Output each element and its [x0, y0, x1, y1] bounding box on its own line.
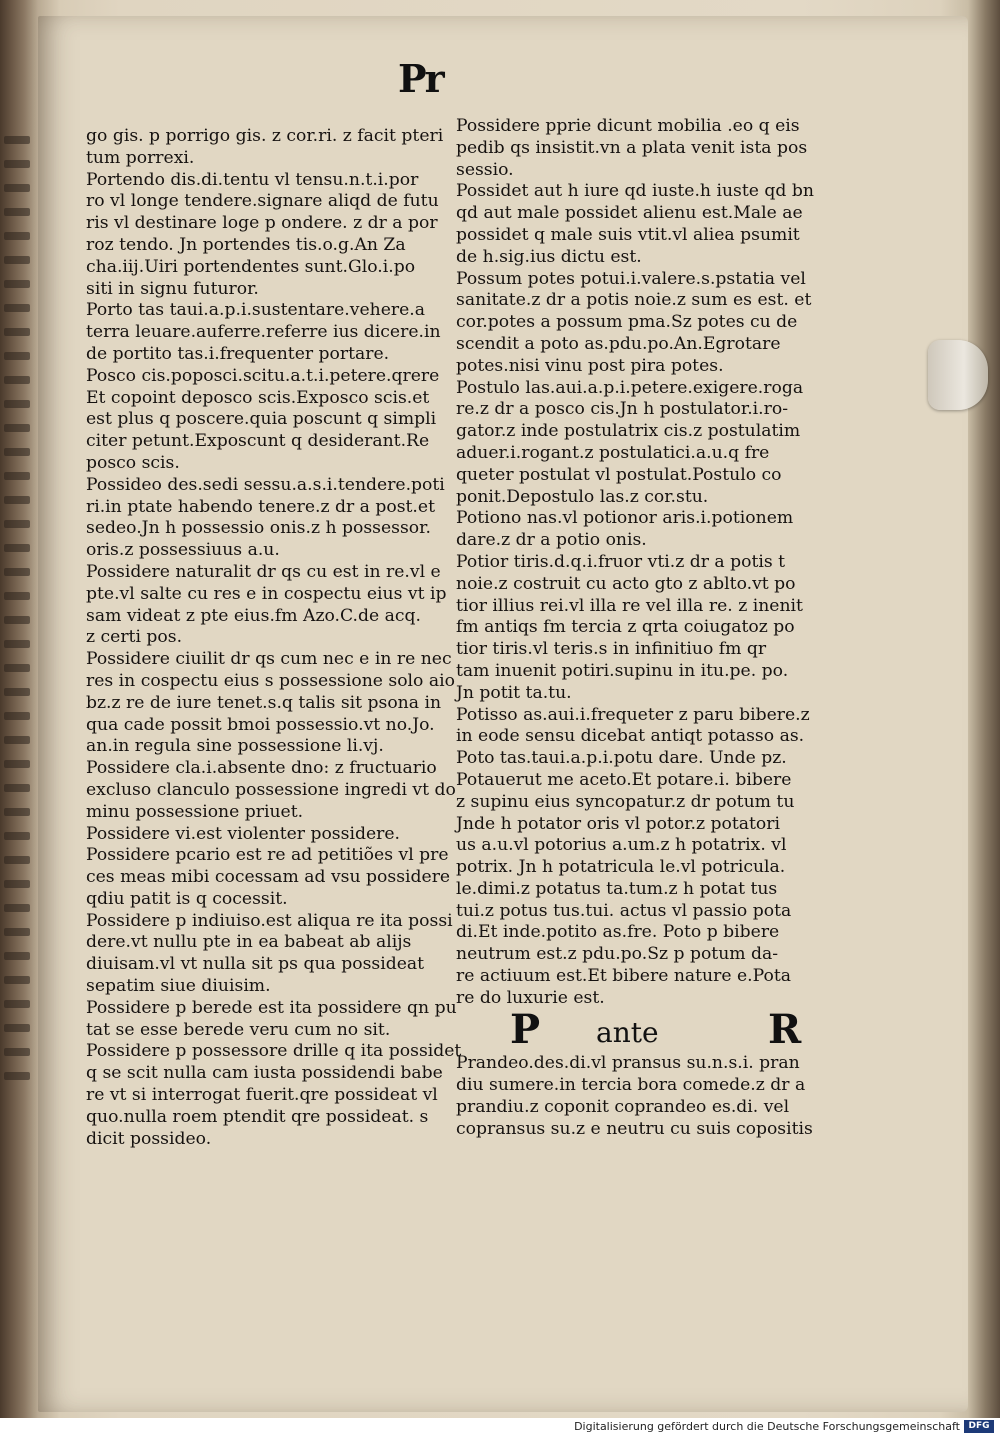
text-line: tum porrexi. — [86, 147, 195, 168]
heading-word: ante — [596, 1016, 659, 1049]
heading-letter-left: P — [510, 1006, 541, 1053]
text-line: le.dimi.z potatus ta.tum.z h potat tus — [456, 878, 778, 899]
text-line: de h.sig.ius dictu est. — [456, 246, 642, 267]
text-line: ponit.Depostulo las.z cor.stu. — [456, 486, 709, 507]
text-line: Possidere p berede est ita possidere qn pu — [86, 997, 457, 1018]
text-line: res in cospectu eius s possessione solo aio — [86, 670, 455, 691]
text-line: qdiu patit is q cocessit. — [86, 888, 288, 909]
text-line: sessio. — [456, 159, 514, 180]
text-line: cha.iij.Uiri portendentes sunt.Glo.i.po — [86, 256, 416, 277]
text-line: Potiono nas.vl potionor aris.i.potionem — [456, 508, 794, 529]
text-line: Possidere vi.est violenter possidere. — [86, 823, 400, 844]
text-line: qd aut male possidet alienu est.Male ae — [456, 203, 803, 224]
facing-page-fragment — [0, 120, 30, 1140]
text-line: Possidere pcario est re ad petitiões vl pre — [86, 845, 449, 866]
text-line: ro vl longe tendere.signare aliqd de futu — [86, 191, 439, 212]
text-line: tior illius rei.vl illa re vel illa re. z inenit — [456, 595, 803, 616]
text-line: excluso clanculo possessione ingredi vt do — [86, 779, 456, 800]
text-line: diu sumere.in tercia bora comede.z dr a — [456, 1075, 806, 1096]
text-line: Jnde h potator oris vl potor.z potatori — [456, 813, 780, 834]
right-text-column — [456, 116, 814, 1140]
text-line: neutrum est.z pdu.po.Sz p potum da- — [456, 944, 779, 965]
text-line: Possidet aut h iure qd iuste.h iuste qd bn — [456, 181, 814, 202]
text-line: us a.u.vl potorius a.um.z h potatrix. vl — [456, 835, 787, 856]
text-line: copransus su.z e neutru cu suis copositis — [456, 1118, 813, 1139]
text-line: sam videat z pte eius.fm Azo.C.de acq. — [86, 605, 421, 626]
text-line: tat se esse berede veru cum no sit. — [86, 1019, 391, 1040]
text-line: sanitate.z dr a potis noie.z sum es est. et — [456, 290, 812, 311]
text-line: est plus q poscere.quia poscunt q simpli — [86, 409, 437, 430]
text-line: pedib qs insistit.vn a plata venit ista pos — [456, 137, 808, 158]
page-clip — [928, 340, 988, 410]
text-line: ces meas mibi cocessam ad vsu possidere — [86, 867, 451, 888]
text-line: gator.z inde postulatrix cis.z postulatim — [456, 421, 801, 442]
heading-letter-right: R — [768, 1006, 802, 1053]
text-line: re do luxurie est. — [456, 987, 605, 1008]
text-line: re vt si interrogat fuerit.qre possideat vl — [86, 1085, 438, 1106]
text-line: Possidere p possessore drille q ita possidet — [86, 1041, 462, 1062]
text-line: Possidere pprie dicunt mobilia .eo q eis — [456, 116, 800, 136]
dfg-logo: DFG — [964, 1420, 994, 1433]
text-line: Possum potes potui.i.valere.s.pstatia vel — [456, 268, 806, 289]
text-line: an.in regula sine possessione li.vj. — [86, 736, 384, 757]
text-line: queter postulat vl postulat.Postulo co — [456, 464, 782, 485]
text-line: Potauerut me aceto.Et potare.i. bibere — [456, 769, 792, 790]
text-line: Portendo dis.di.tentu vl tensu.n.t.i.por — [86, 169, 419, 190]
text-line: Poto tas.taui.a.p.i.potu dare. Unde pz. — [456, 748, 787, 769]
text-line: dicit possideo. — [86, 1128, 212, 1149]
text-line: cor.potes a possum pma.Sz potes cu de — [456, 312, 798, 333]
text-line: minu possessione priuet. — [86, 801, 304, 822]
text-line: Possidere ciuilit dr qs cum nec e in re nec — [86, 649, 452, 670]
text-line: siti in signu futuror. — [86, 278, 259, 299]
text-line: di.Et inde.potito as.fre. Poto p bibere — [456, 922, 780, 943]
text-line: tui.z potus tus.tui. actus vl passio pota — [456, 900, 792, 921]
text-line: noie.z costruit cu acto gto z ablto.vt po — [456, 573, 796, 594]
text-line: dere.vt nullu pte in ea babeat ab alijs — [86, 932, 412, 953]
text-line: re actiuum est.Et bibere nature e.Pota — [456, 966, 791, 987]
text-line: roz tendo. Jn portendes tis.o.g.An Za — [86, 234, 406, 255]
text-line: possidet q male suis vtit.vl aliea psumit — [456, 224, 800, 245]
text-line: citer petunt.Exposcunt q desiderant.Re — [86, 431, 430, 452]
text-line: Possidere p indiuiso.est aliqua re ita possi — [86, 910, 453, 931]
text-line: in eode sensu dicebat antiqt potasso as. — [456, 726, 805, 747]
text-line: de portito tas.i.frequenter portare. — [86, 343, 390, 364]
text-line: z supinu eius syncopatur.z dr potum tu — [456, 791, 795, 812]
footer-bar — [0, 1418, 1000, 1436]
text-line: Possidere cla.i.absente dno: z fructuario — [86, 758, 437, 779]
text-line: Possideo des.sedi sessu.a.s.i.tendere.poti — [86, 474, 445, 495]
text-line: pte.vl salte cu res e in cospectu eius vt ip — [86, 583, 447, 604]
text-line: ri.in ptate habendo tenere.z dr a post.et — [86, 496, 435, 517]
text-line: q se scit nulla cam iusta possidendi babe — [86, 1063, 443, 1084]
text-line: tam inuenit potiri.supinu in itu.pe. po. — [456, 660, 789, 681]
text-line: Possidere naturalit dr qs cu est in re.vl e — [86, 561, 441, 582]
text-line: Prandeo.des.di.vl pransus su.n.s.i. pran — [456, 1053, 800, 1074]
text-line: Jn potit ta.tu. — [456, 682, 572, 703]
text-line: tior tiris.vl teris.s in infinitiuo fm qr — [456, 639, 767, 660]
page-signature: Pr — [398, 56, 443, 101]
text-line: potrix. Jn h potatricula le.vl potricula. — [456, 857, 786, 878]
text-line: diuisam.vl vt nulla sit ps qua possideat — [86, 954, 425, 975]
text-line: fm antiqs fm tercia z qrta coiugatoz po — [456, 617, 795, 638]
text-line: potes.nisi vinu post pira potes. — [456, 355, 724, 376]
text-line: sepatim siue diuisim. — [86, 976, 271, 997]
text-line: qua cade possit bmoi possessio.vt no.Jo. — [86, 714, 435, 735]
left-text-column — [86, 126, 461, 1150]
text-line: aduer.i.rogant.z postulatici.a.u.q fre — [456, 442, 770, 463]
text-line: oris.z possessiuus a.u. — [86, 540, 280, 561]
text-line: Posco cis.poposci.scitu.a.t.i.petere.qrere — [86, 365, 440, 386]
text-line: terra leuare.auferre.referre ius dicere.in — [86, 322, 441, 343]
text-line: go gis. p porrigo gis. z cor.ri. z facit pteri — [86, 126, 444, 146]
text-line: z certi pos. — [86, 627, 183, 648]
text-line: Potisso as.aui.i.frequeter z paru bibere.z — [456, 704, 810, 725]
text-line: ris vl destinare loge p ondere. z dr a por — [86, 213, 438, 234]
text-line: scendit a poto as.pdu.po.An.Egrotare — [456, 333, 781, 354]
text-line: prandiu.z coponit coprandeo es.di. vel — [456, 1096, 790, 1117]
text-line: quo.nulla roem ptendit qre possideat. s — [86, 1106, 429, 1127]
text-line: sedeo.Jn h possessio onis.z h possessor. — [86, 518, 431, 539]
footer-credit: Digitalisierung gefördert durch die Deutsche Forschungsgemeinschaft — [574, 1420, 960, 1433]
text-line: posco scis. — [86, 452, 180, 473]
text-line: Porto tas taui.a.p.i.sustentare.vehere.a — [86, 300, 425, 321]
text-line: Potior tiris.d.q.i.fruor vti.z dr a potis t — [456, 551, 786, 572]
text-line: Et copoint deposco scis.Exposco scis.et — [86, 387, 430, 408]
text-line: bz.z re de iure tenet.s.q talis sit psona in — [86, 692, 442, 713]
section-heading — [510, 1006, 830, 1053]
text-line: Postulo las.aui.a.p.i.petere.exigere.roga — [456, 377, 804, 398]
text-line: re.z dr a posco cis.Jn h postulator.i.ro- — [456, 399, 788, 420]
text-line: dare.z dr a potio onis. — [456, 530, 647, 551]
